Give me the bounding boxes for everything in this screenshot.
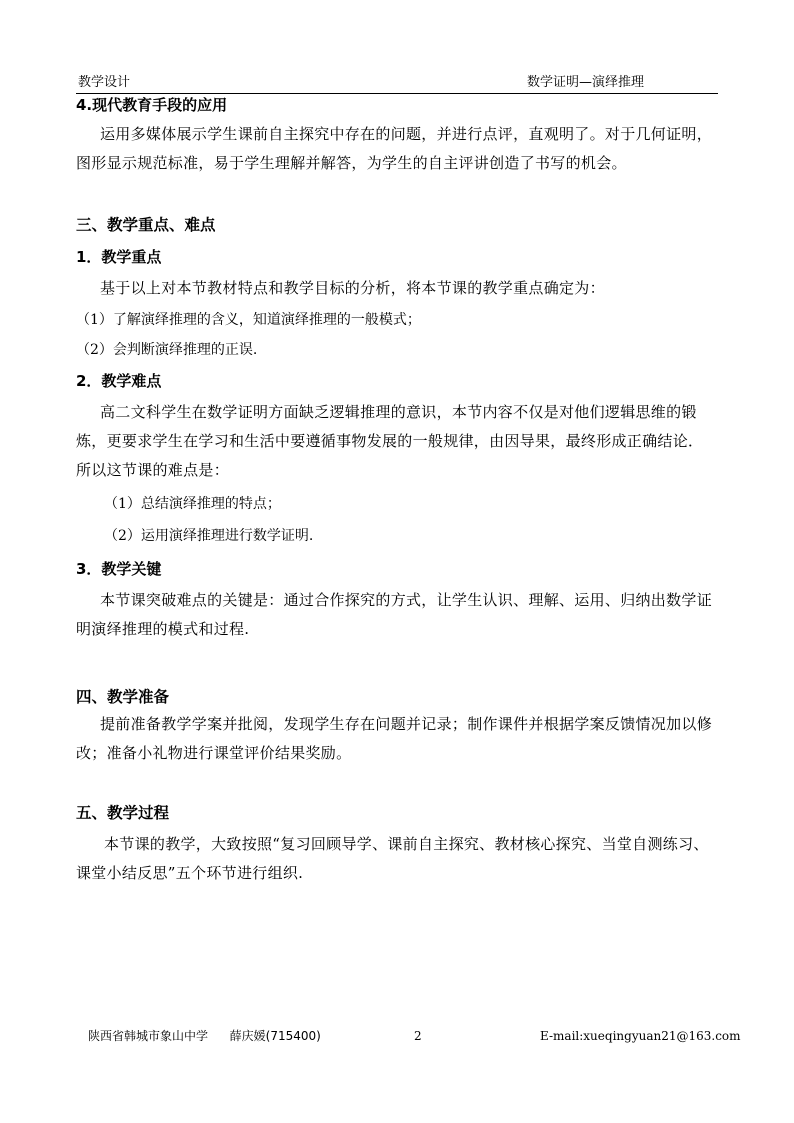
- paragraph-media: 运用多媒体展示学生课前自主探究中存在的问题，并进行点评，直观明了。对于几何证明，图形显示规范标准，易于学生理解并解答，为学生的自主评讲创造了书写的机会。: [76, 125, 713, 172]
- footer-page-number: 2: [414, 1029, 422, 1043]
- header-right: 数学证明—演绎推理: [527, 75, 645, 90]
- subheading-difficulty: 2．教学难点: [76, 372, 162, 390]
- footer-email: E-mail:xueqingyuan21@163.com: [540, 1029, 741, 1043]
- list-item-difficulty-1: （1）总结演绎推理的特点；: [104, 496, 281, 512]
- list-item-key-point-1: （1）了解演绎推理的含义，知道演绎推理的一般模式；: [76, 312, 421, 328]
- part-heading-process: 五、教学过程: [76, 804, 170, 822]
- header-left: 教学设计: [78, 75, 131, 90]
- paragraph-process: 本节课的教学，大致按照“复习回顾导学、课前自主探究、教材核心探究、当堂自测练习、课堂小结反思”五个环节进行组织.: [76, 835, 709, 882]
- list-item-key-point-2: （2）会判断演绎推理的正误.: [76, 342, 258, 358]
- part-heading-key-points: 三、教学重点、难点: [76, 216, 216, 234]
- subheading-key-point: 1．教学重点: [76, 248, 162, 266]
- header-rule: [76, 93, 718, 94]
- paragraph-key-factor: 本节课突破难点的关键是：通过合作探究的方式，让学生认识、理解、运用、归纳出数学证明演绎推理的模式和过程.: [76, 591, 713, 638]
- footer-school-author: [88, 1028, 321, 1044]
- footer-school: 陕西省韩城市象山中学: [88, 1029, 209, 1043]
- part-heading-preparation: 四、教学准备: [76, 688, 170, 706]
- paragraph-difficulty: 高二文科学生在数学证明方面缺乏逻辑推理的意识，本节内容不仅是对他们逻辑思维的锻炼，更要求学生在学习和生活中要遵循事物发展的一般规律，由因导果，最终形成正确结论．所以这节课的难点是：: [76, 403, 704, 479]
- paragraph-preparation: 提前准备教学学案并批阅，发现学生存在问题并记录；制作课件并根据学案反馈情况加以修改；准备小礼物进行课堂评价结果奖励。: [76, 715, 713, 762]
- footer-author: 薛庆媛(715400): [229, 1029, 321, 1043]
- list-item-difficulty-2: （2）运用演绎推理进行数学证明.: [104, 528, 314, 544]
- subheading-key-factor: 3．教学关键: [76, 560, 162, 578]
- paragraph-key-point: 基于以上对本节教材特点和教学目标的分析，将本节课的教学重点确定为：: [100, 279, 605, 297]
- section-heading-media: 4.现代教育手段的应用: [76, 96, 228, 114]
